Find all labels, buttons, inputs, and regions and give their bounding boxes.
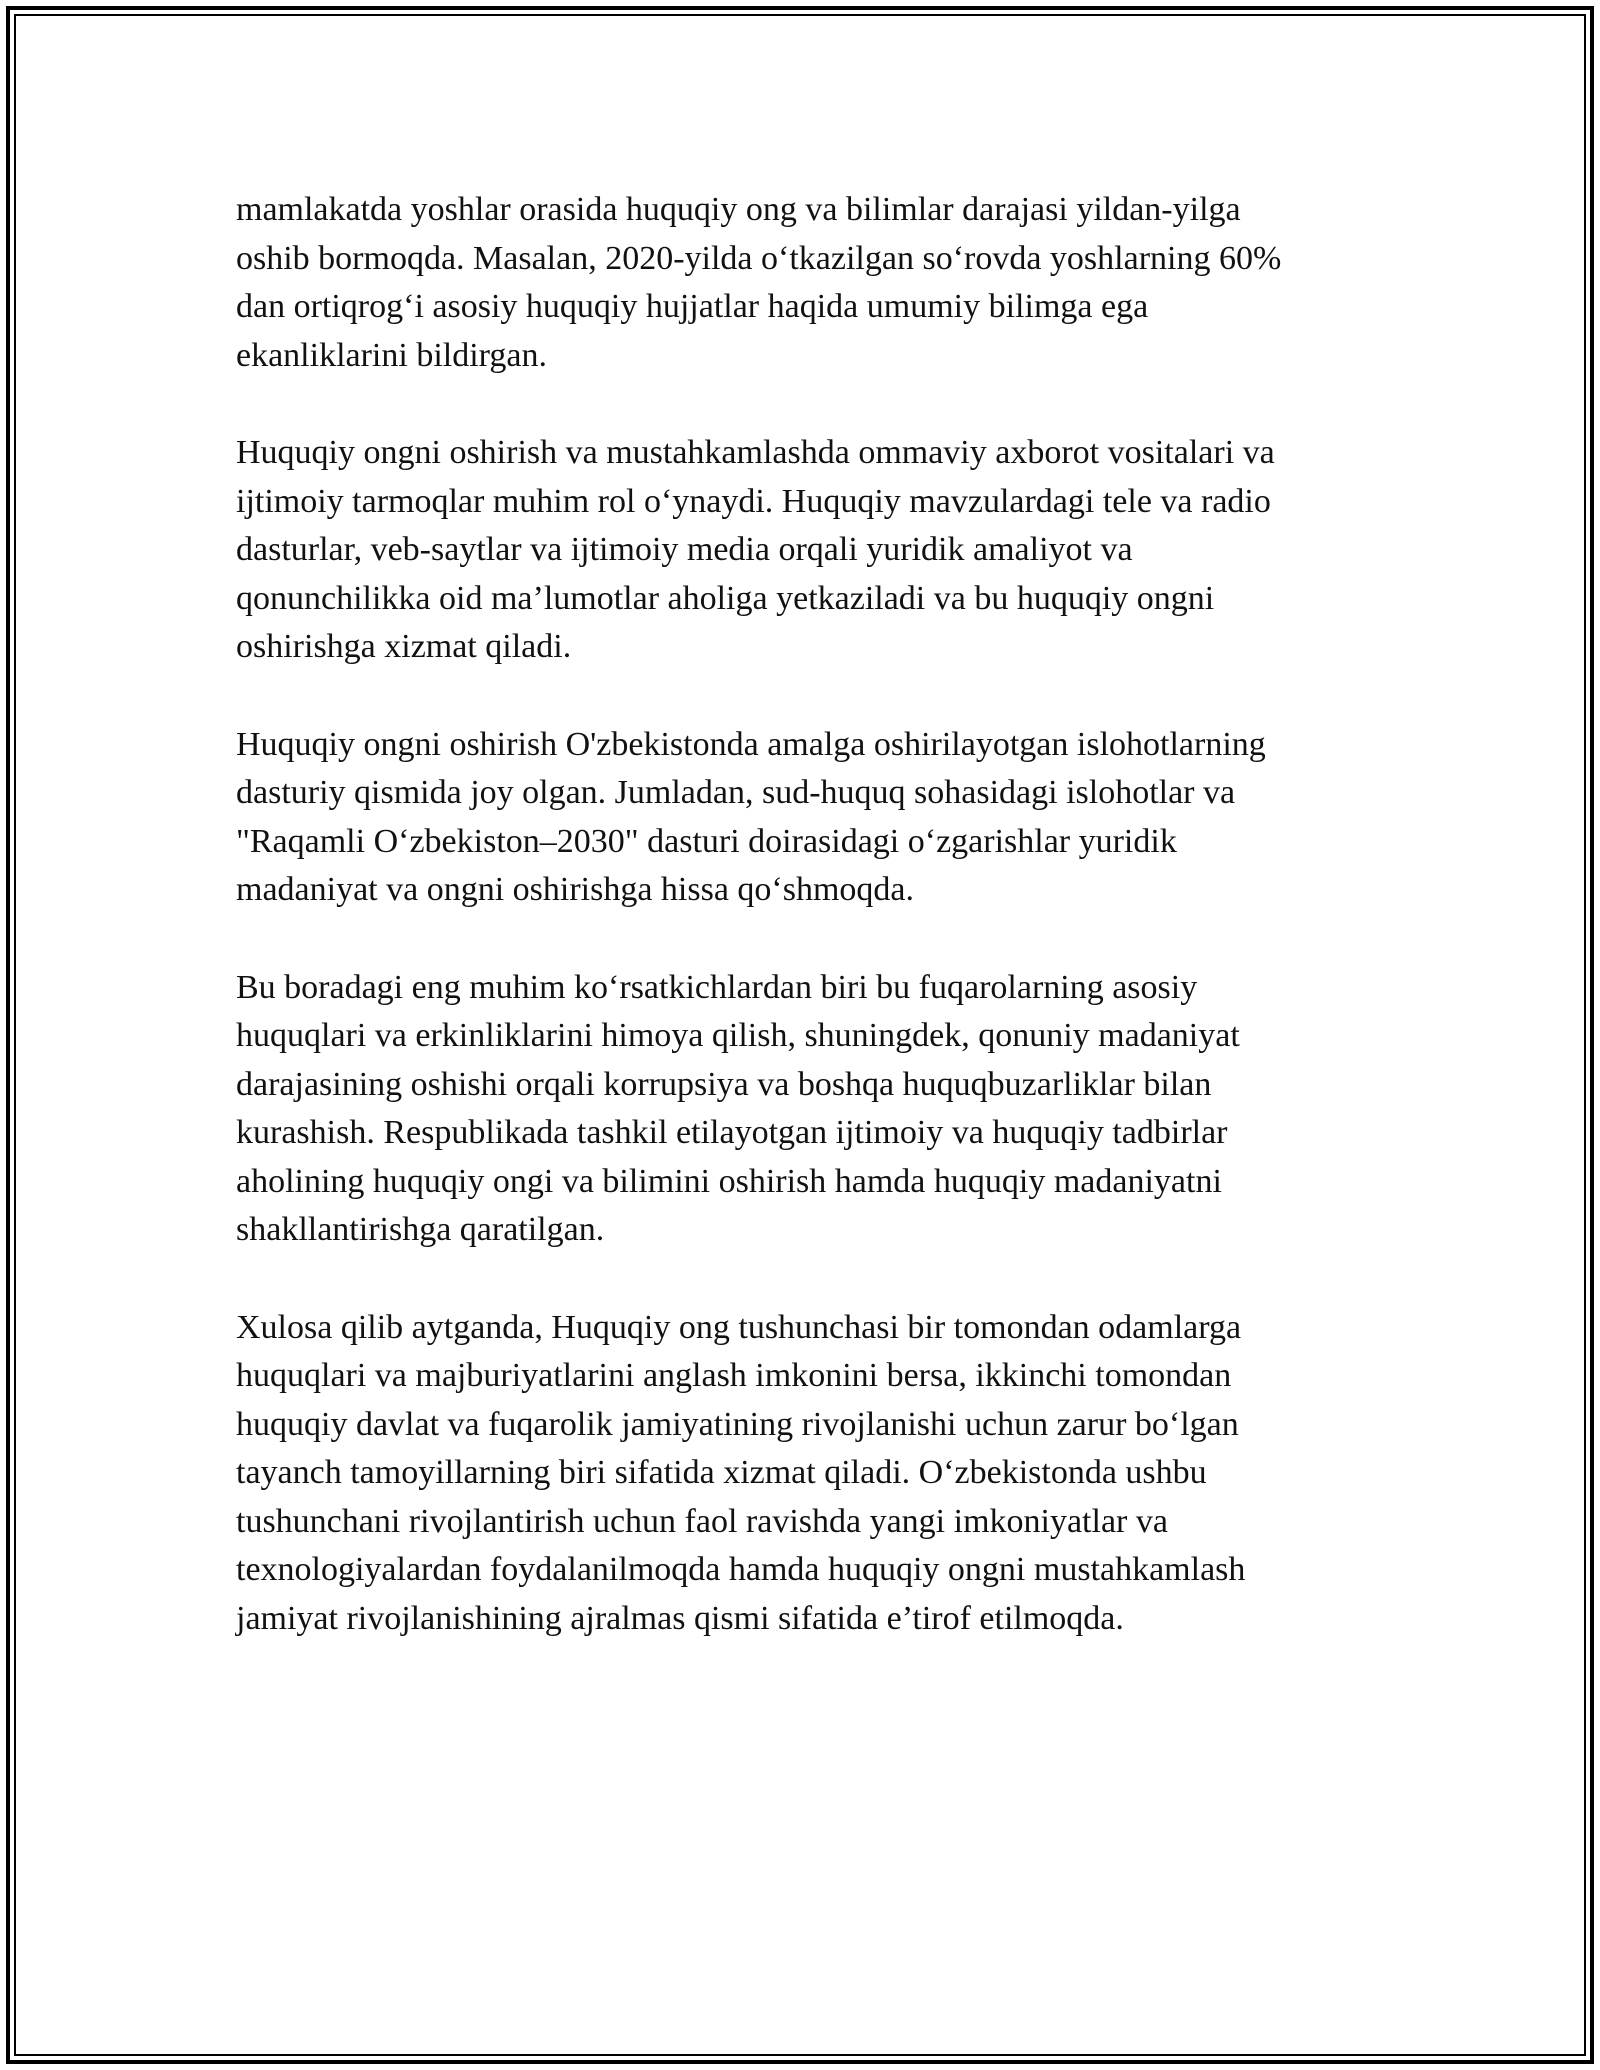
paragraph-conclusion: Xulosa qilib aytganda, Huquqiy ong tushunchasi bir tomondan odamlarga huquqlari va majburiyatlarini anglash imkonini bersa, ikkinchi tomondan huquqiy davlat va fuqarolik jamiyatining rivojlanishi uchun zarur bo‘lgan tayanch tamoyillarning biri sifatida xizmat qiladi. O‘zbekistonda ushbu tushunchani rivojlantirish uchun faol ravishda yangi imkoniyatlar va texnologiyalardan foydalanilmoqda hamda huquqiy ongni mustahkamlash jamiyat rivojlanishining ajralmas qismi sifatida e’tirof etilmoqda. — [236, 1308, 1246, 1637]
paragraph-key-indicators: Bu boradagi eng muhim ko‘rsatkichlardan biri bu fuqarolarning asosiy huquqlari va erkinliklarini himoya qilish, shuningdek, qonuniy madaniyat darajasining oshishi orqali korrupsiya va boshqa huquqbuzarliklar bilan kurashish. Respublikada tashkil etilayotgan ijtimoiy va huquqiy tadbirlar aholining huquqiy ongi va bilimini oshirish hamda huquqiy madaniyatni shakllantirishga qaratilgan. — [236, 968, 1240, 1248]
paragraph-youth-legal-awareness: mamlakatda yoshlar orasida huquqiy ong va bilimlar darajasi yildan-yilga oshib bormoqda. Masalan, 2020-yilda o‘tkazilgan so‘rovda yoshlarning 60% dan ortiqrog‘i asosiy huquqiy hujjatlar haqida umumiy bilimga ega ekanliklarini bildirgan. — [236, 191, 1282, 374]
paragraph-reforms: Huquqiy ongni oshirish O'zbekistonda amalga oshirilayotgan islohotlarning dasturiy qismida joy olgan. Jumladan, sud-huquq sohasidagi islohotlar va "Raqamli O‘zbekiston–2030" dasturi doirasidagi o‘zgarishlar yuridik madaniyat va ongni oshirishga hissa qo‘shmoqda. — [236, 725, 1266, 908]
paragraph-mass-media-role: Huquqiy ongni oshirish va mustahkamlashda ommaviy axborot vositalari va ijtimoiy tarmoqlar muhim rol o‘ynaydi. Huquqiy mavzulardagi tele va radio dasturlar, veb-saytlar va ijtimoiy media orqali yuridik amaliyot va qonunchilikka oid ma’lumotlar aholiga yetkaziladi va bu huquqiy ongni oshirishga xizmat qiladi. — [236, 434, 1275, 665]
document-body — [236, 186, 1386, 1692]
